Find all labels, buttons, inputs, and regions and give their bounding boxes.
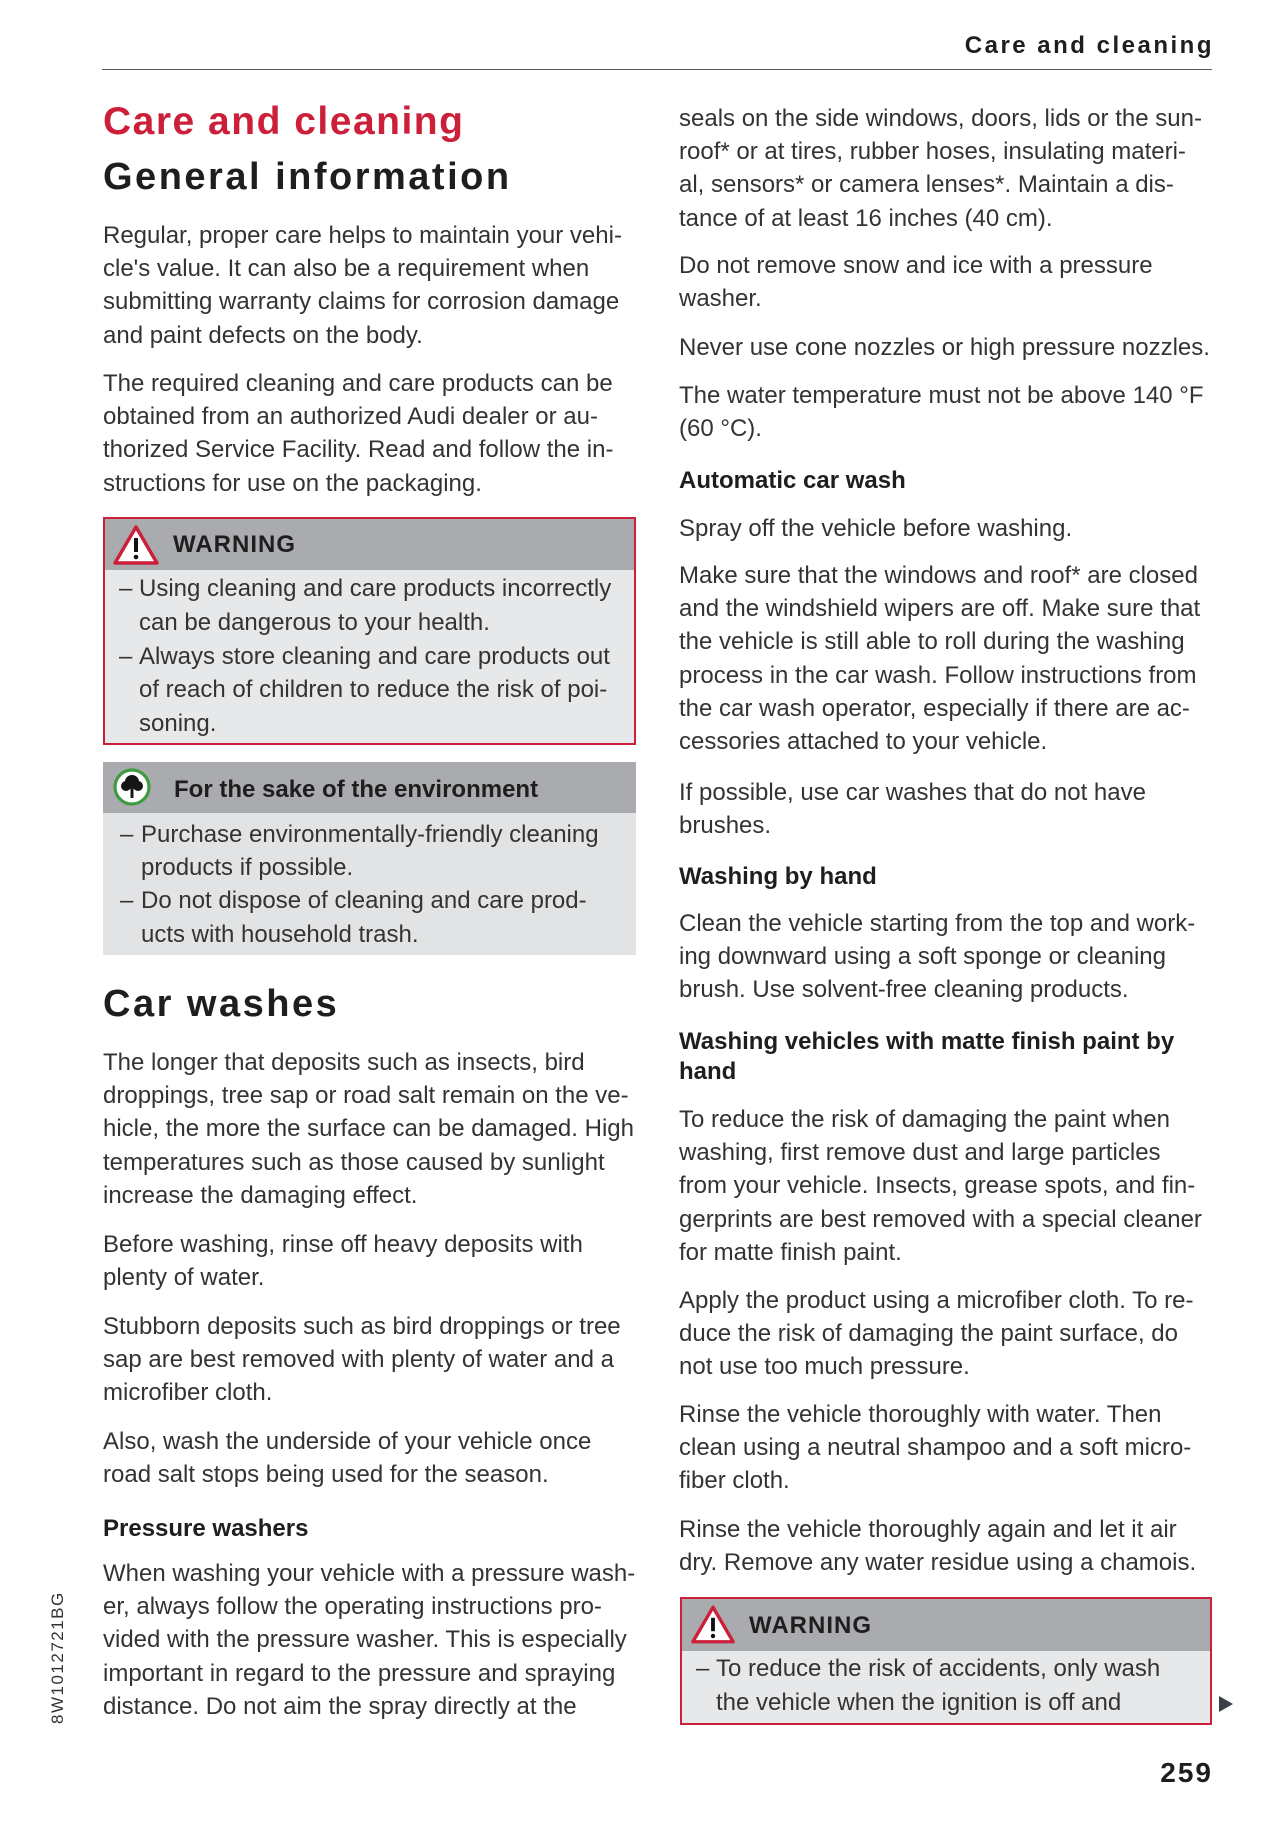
subheading-washing-by-hand: Washing by hand: [679, 863, 877, 890]
subheading-matte-finish: [679, 1027, 1212, 1087]
bullet-dash: –: [120, 887, 134, 915]
text-line: and the windshield wipers are off. Make sure that: [679, 595, 1201, 623]
text-line: seals on the side windows, doors, lids or the sun-: [679, 105, 1202, 132]
text-line: To reduce the risk of damaging the paint when: [679, 1106, 1170, 1133]
section-title-car-washes: Car washes: [103, 983, 340, 1025]
text-line: cle's value. It can also be a requirement when: [103, 255, 590, 283]
text-line: roof* or at tires, rubber hoses, insulating materi-: [679, 138, 1186, 166]
text-line: Regular, proper care helps to maintain your vehi-: [103, 222, 622, 249]
text-line: Washing vehicles with matte finish paint by: [679, 1028, 1175, 1055]
text-line: and paint defects on the body.: [103, 321, 423, 349]
bullet-dash: –: [119, 575, 133, 602]
text-line: If possible, use car washes that do not have: [679, 779, 1146, 806]
text-line: structions for use on the packaging.: [103, 469, 482, 497]
text-line: of reach of children to reduce the risk of poi-: [139, 676, 608, 704]
paragraph: [103, 1228, 643, 1294]
subheading-pressure-washers: Pressure washers: [103, 1515, 309, 1542]
text-line: Rinse the vehicle thoroughly again and let it air: [679, 1516, 1177, 1543]
environment-note-title: For the sake of the environment: [174, 776, 539, 803]
paragraph: [679, 1284, 1212, 1384]
running-header: Care and cleaning: [964, 32, 1214, 59]
text-line: tance of at least 16 inches (40 cm).: [679, 204, 1053, 232]
text-line: gerprints are best removed with a special cleaner: [679, 1205, 1202, 1233]
environment-note-item-text: [141, 818, 636, 884]
text-line: Apply the product using a microfiber cloth. To re-: [679, 1287, 1194, 1314]
paragraph: [679, 379, 1212, 445]
text-line: Rinse the vehicle thoroughly with water. Then: [679, 1401, 1162, 1428]
environment-note-box: [103, 762, 636, 955]
section-title-general-information: General information: [103, 156, 512, 198]
chapter-title: Care and cleaning: [103, 100, 465, 143]
text-line: important in regard to the pressure and spraying: [103, 1659, 616, 1687]
paragraph: [103, 219, 643, 352]
text-line: products if possible.: [141, 854, 354, 882]
paragraph: [679, 102, 1212, 235]
warning-item-text: [139, 640, 634, 741]
text-line: brushes.: [679, 812, 772, 840]
document-code: 8W1012721BG: [48, 1591, 67, 1724]
text-line: soning.: [139, 710, 217, 738]
text-line: The longer that deposits such as insects, bird: [103, 1049, 585, 1076]
warning-title: WARNING: [749, 1612, 872, 1639]
environment-note-list: [103, 813, 636, 951]
environment-tree-icon: [112, 767, 152, 807]
text-line: droppings, tree sap or road salt remain on the ve-: [103, 1082, 629, 1110]
warning-box: [680, 1597, 1212, 1725]
text-line: er, always follow the operating instructions pro-: [103, 1593, 602, 1621]
text-line: duce the risk of damaging the paint surface, do: [679, 1320, 1178, 1348]
text-line: for matte finish paint.: [679, 1238, 902, 1266]
paragraph: [679, 1103, 1212, 1269]
paragraph: [103, 1310, 643, 1410]
text-line: hicle, the more the surface can be damaged. High: [103, 1115, 634, 1143]
bullet-dash: –: [120, 821, 134, 848]
paragraph: [679, 512, 1212, 545]
text-line: Make sure that the windows and roof* are closed: [679, 562, 1198, 589]
warning-list: [682, 1651, 1210, 1720]
text-line: The required cleaning and care products can be: [103, 370, 613, 397]
text-line: hand: [679, 1058, 737, 1085]
paragraph: [679, 331, 1212, 364]
text-line: cessories attached to your vehicle.: [679, 728, 1048, 756]
bullet-dash: –: [119, 642, 133, 670]
text-line: Clean the vehicle starting from the top and work-: [679, 910, 1196, 937]
page-number: 259: [1160, 1757, 1213, 1788]
paragraph: [679, 559, 1212, 758]
text-line: increase the damaging effect.: [103, 1181, 418, 1209]
bullet-dash: –: [696, 1655, 710, 1682]
text-line: To reduce the risk of accidents, only wash: [716, 1655, 1161, 1682]
text-line: Do not dispose of cleaning and care prod-: [141, 887, 587, 915]
text-line: When washing your vehicle with a pressure wash-: [103, 1560, 636, 1587]
paragraph: [679, 1513, 1212, 1579]
text-line: Before washing, rinse off heavy deposits with: [103, 1231, 583, 1258]
text-line: Do not remove snow and ice with a pressure: [679, 252, 1153, 279]
paragraph: [103, 1557, 643, 1723]
text-line: can be dangerous to your health.: [139, 608, 490, 636]
text-line: sap are best removed with plenty of water and a: [103, 1346, 614, 1374]
text-line: Always store cleaning and care products out: [139, 642, 610, 670]
text-line: ing downward using a soft sponge or cleaning: [679, 943, 1166, 971]
warning-header: [105, 519, 634, 570]
warning-box: [103, 517, 636, 745]
text-line: al, sensors* or camera lenses*. Maintain a dis-: [679, 171, 1174, 199]
text-line: temperatures such as those caused by sunlight: [103, 1148, 605, 1176]
environment-note-item: [103, 884, 636, 950]
paragraph: [679, 907, 1212, 1007]
text-line: Never use cone nozzles or high pressure nozzles.: [679, 334, 1210, 361]
text-line: distance. Do not aim the spray directly at the: [103, 1692, 577, 1720]
warning-item-text: [139, 572, 634, 640]
text-line: vided with the pressure washer. This is especially: [103, 1626, 627, 1654]
text-line: washer.: [679, 285, 762, 313]
text-line: Stubborn deposits such as bird droppings or tree: [103, 1313, 621, 1340]
paragraph: [103, 367, 643, 500]
text-line: the vehicle when the ignition is off and: [716, 1689, 1122, 1716]
warning-item: [682, 1652, 1210, 1720]
text-line: Also, wash the underside of your vehicle once: [103, 1428, 592, 1455]
warning-triangle-icon: [112, 524, 160, 566]
text-line: submitting warranty claims for corrosion damage: [103, 288, 620, 316]
text-line: the car wash operator, especially if there are ac-: [679, 694, 1190, 722]
warning-item: [105, 572, 634, 640]
warning-item: [105, 640, 634, 741]
text-line: ucts with household trash.: [141, 920, 419, 948]
header-divider: [102, 69, 1212, 70]
environment-note-item: [103, 818, 636, 884]
continued-arrow-icon: [1217, 1694, 1235, 1714]
text-line: brush. Use solvent-free cleaning products.: [679, 976, 1129, 1004]
environment-note-header: [103, 762, 636, 813]
warning-list: [105, 570, 634, 741]
text-line: the vehicle is still able to roll during the washing: [679, 628, 1185, 656]
text-line: Purchase environmentally-friendly cleaning: [141, 821, 599, 848]
paragraph: [679, 249, 1212, 315]
text-line: washing, first remove dust and large particles: [679, 1139, 1161, 1167]
text-line: Spray off the vehicle before washing.: [679, 515, 1073, 542]
subheading-automatic-car-wash: Automatic car wash: [679, 467, 906, 494]
warning-header: [682, 1599, 1210, 1651]
text-line: clean using a neutral shampoo and a soft micro-: [679, 1434, 1192, 1462]
text-line: microfiber cloth.: [103, 1379, 273, 1407]
text-line: Using cleaning and care products incorrectly: [139, 575, 612, 602]
text-line: (60 °C).: [679, 415, 762, 443]
text-line: thorized Service Facility. Read and follow the in-: [103, 436, 614, 464]
paragraph: [103, 1046, 643, 1212]
text-line: The water temperature must not be above 140 °F: [679, 382, 1204, 409]
text-line: road salt stops being used for the season.: [103, 1461, 549, 1489]
text-line: from your vehicle. Insects, grease spots, and fin-: [679, 1172, 1196, 1200]
warning-triangle-icon: [690, 1604, 736, 1645]
text-line: fiber cloth.: [679, 1467, 790, 1495]
paragraph: [679, 1398, 1212, 1498]
text-line: plenty of water.: [103, 1264, 265, 1292]
paragraph: [103, 1425, 643, 1491]
text-line: obtained from an authorized Audi dealer or au-: [103, 403, 598, 431]
paragraph: [679, 776, 1212, 842]
warning-item-text: [716, 1652, 1210, 1720]
environment-note-item-text: [141, 884, 636, 950]
text-line: process in the car wash. Follow instructions from: [679, 661, 1197, 689]
text-line: not use too much pressure.: [679, 1353, 970, 1381]
text-line: dry. Remove any water residue using a chamois.: [679, 1549, 1197, 1577]
warning-title: WARNING: [173, 531, 296, 558]
